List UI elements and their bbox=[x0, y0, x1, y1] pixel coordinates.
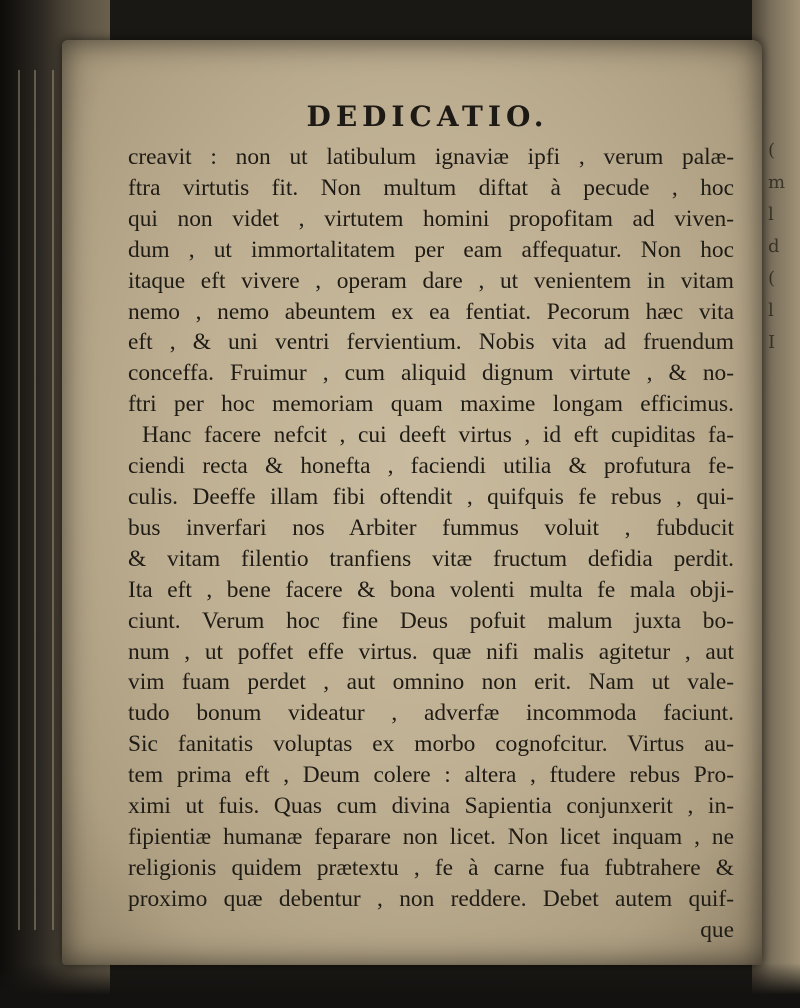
text-line: religionis quidem prætextu , fe à carne fua fubtrahere & bbox=[128, 854, 734, 881]
facing-page-fragment: l bbox=[768, 204, 774, 225]
text-line: tem prima eft , Deum colere : altera , ftudere rebus Pro- bbox=[128, 762, 734, 789]
page-heading bbox=[0, 100, 800, 133]
text-line: Sic fanitatis voluptas ex morbo cognofcitur. Virtus au- bbox=[128, 731, 734, 758]
text-line: ftra virtutis fit. Non multum diftat à pecude , hoc bbox=[128, 174, 734, 201]
facing-page-fragment: I bbox=[768, 332, 776, 353]
heading-text: DEDICATIO. bbox=[306, 100, 549, 133]
text-line: creavit : non ut latibulum ignaviæ ipfi , verum palæ- bbox=[128, 144, 734, 170]
text-line: itaque eft vivere , operam dare , ut venientem in vitam bbox=[128, 267, 734, 294]
text-line: & vitam filentio tranfiens vitæ fructum defidia perdit. bbox=[128, 545, 734, 572]
text-line: ciendi recta & honefta , faciendi utilia & profutura fe- bbox=[128, 453, 734, 480]
text-line: ftri per hoc memoriam quam maxime longam efficimus. bbox=[128, 391, 734, 418]
leaf-edge-line bbox=[34, 70, 36, 930]
text-line: dum , ut immortalitatem per eam affequatur. Non hoc bbox=[128, 236, 734, 263]
text-line: ximi ut fuis. Quas cum divina Sapientia conjunxerit , in- bbox=[128, 793, 734, 820]
text-line: bus inverfari nos Arbiter fummus voluit , fubducit bbox=[128, 514, 734, 541]
facing-page-fragment: d bbox=[768, 236, 780, 257]
text-line: conceffa. Fruimur , cum aliquid dignum virtute , & no- bbox=[128, 360, 734, 387]
leaf-edge-line bbox=[18, 70, 20, 930]
text-line: culis. Deeffe illam fibi oftendit , quifquis fe rebus , qui- bbox=[128, 483, 734, 510]
text-line: num , ut poffet effe virtus. quæ nifi malis agitetur , aut bbox=[128, 638, 734, 665]
text-line: qui non videt , virtutem homini propofitam ad viven- bbox=[128, 205, 734, 232]
text-line: Hanc facere nefcit , cui deeft virtus , id eft cupiditas fa- bbox=[142, 422, 734, 449]
page-body bbox=[128, 142, 734, 946]
text-line: eft , & uni ventri fervientium. Nobis vita ad fruendum bbox=[128, 329, 734, 356]
text-line: tudo bonum videatur , adverfæ incommoda faciunt. bbox=[128, 700, 734, 727]
text-line: nemo , nemo abeuntem ex ea fentiat. Pecorum hæc vita bbox=[128, 298, 734, 325]
text-line: vim fuam perdet , aut omnino non erit. Nam ut vale- bbox=[128, 669, 734, 696]
scan-bottom-shadow bbox=[0, 963, 800, 1008]
text-line: fipientiæ humanæ feparare non licet. Non licet inquam , ne bbox=[128, 823, 734, 850]
leaf-edge-line bbox=[52, 70, 54, 930]
text-line: Ita eft , bene facere & bona volenti multa fe mala obji- bbox=[128, 576, 734, 603]
facing-page-fragment: ( bbox=[768, 140, 776, 161]
text-line: proximo quæ debentur , non reddere. Debet autem quif- bbox=[128, 885, 734, 912]
text-line: ciunt. Verum hoc fine Deus pofuit malum juxta bo- bbox=[128, 607, 734, 634]
facing-page-fragment: m bbox=[768, 172, 786, 193]
facing-page-fragment: l bbox=[768, 300, 774, 321]
facing-page-fragment: ( bbox=[768, 268, 776, 289]
catchword: que bbox=[700, 916, 734, 943]
